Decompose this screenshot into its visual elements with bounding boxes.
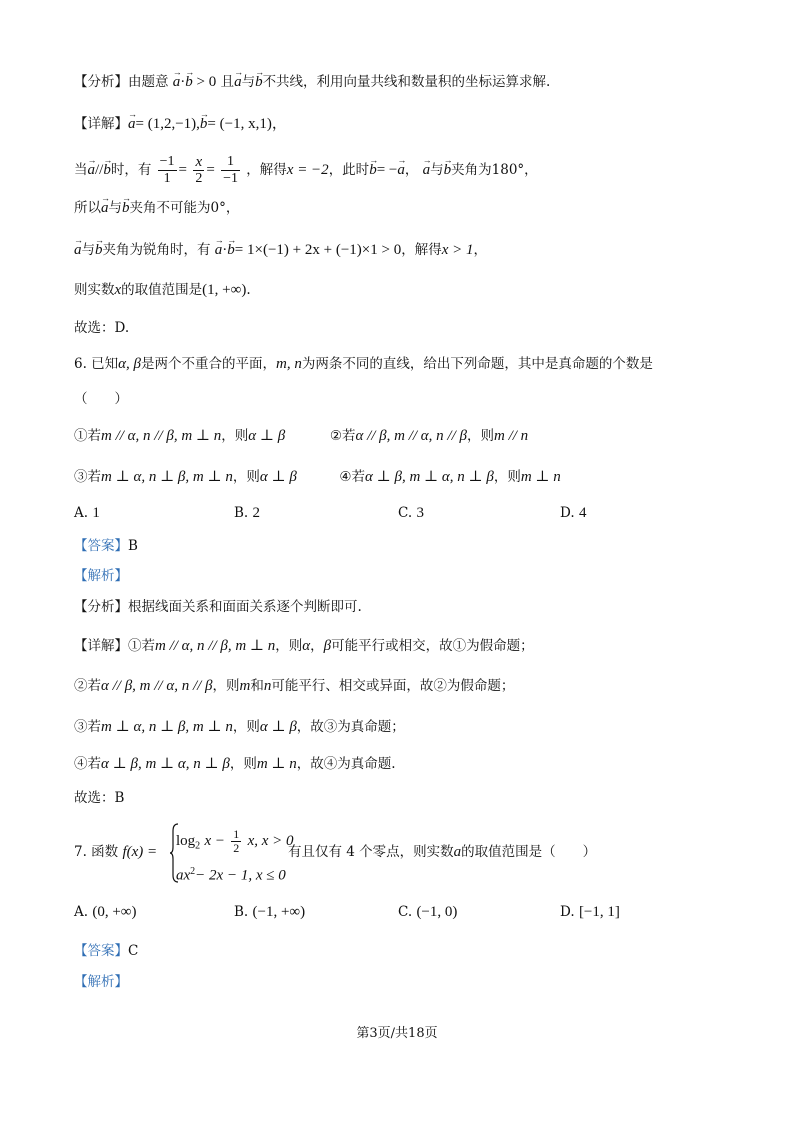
q6-detail-3: ③若m ⊥ α, n ⊥ β, m ⊥ n，则α ⊥ β，故③为真命题； xyxy=(74,719,405,735)
q6-stem: 6. 已知α, β是两个不重合的平面，m, n为两条不同的直线，给出下列命题，其中是真命题的个数是 xyxy=(74,356,653,372)
fraction: $\frac{-1}{1}$ xyxy=(159,154,175,186)
q6-option-b[interactable]: B. 2 xyxy=(234,505,261,521)
q7-piece-2: $ax^2- 2x - 1$, x ≤ 0 xyxy=(176,866,286,884)
q7-answer: 【答案】C xyxy=(74,943,139,959)
q5-detail-line: 【详解】→ a= (1,2,−1),→ b= (−1, x,1)， xyxy=(74,114,734,134)
q6-detail-1: 【详解】①若m // α, n // β, m ⊥ n，则α，β可能平行或相交，故①为假命题； xyxy=(74,638,534,654)
q6-option-a[interactable]: A. 1 xyxy=(74,505,100,521)
q6-propositions-1-2: ①若m // α, n // β, m ⊥ n，则α ⊥ β ②若α // β, m // α, n // β，则m // n xyxy=(74,428,529,444)
analysis-tag: 【分析】 xyxy=(74,74,128,90)
q7-stem-suffix: 有且仅有 4 个零点，则实数a的取值范围是（ ） xyxy=(288,844,597,860)
q6-choose: 故选：B xyxy=(74,790,125,806)
q7-stem-prefix: 7. 函数 f(x) = xyxy=(74,844,158,860)
page-footer: 第3页/共18页 xyxy=(356,1026,438,1041)
q6-analysis: 【分析】根据线面关系和面面关系逐个判断即可. xyxy=(74,599,362,615)
q5-angle-line: 所以→ a与→ b夹角不可能为0°， xyxy=(74,198,734,218)
vector-a: → a xyxy=(173,72,181,92)
q7-option-a[interactable]: A. (0, +∞) xyxy=(74,904,137,920)
q6-option-c[interactable]: C. 3 xyxy=(398,505,424,521)
q5-range-line: 则实数x的取值范围是(1, +∞). xyxy=(74,282,251,298)
q6-propositions-3-4: ③若m ⊥ α, n ⊥ β, m ⊥ n，则α ⊥ β ④若α ⊥ β, m ⊥ α, n ⊥ β，则m ⊥ n xyxy=(74,469,561,485)
fraction: $\frac{1}{-1}$ xyxy=(223,154,238,186)
q7-explain-tag: 【解析】 xyxy=(74,974,128,990)
q6-option-d[interactable]: D. 4 xyxy=(560,505,587,521)
q5-parallel-line: 当→ a//→ b时，有 $\frac{-1}{1}$ = $\frac{x}{2}$ = $\frac{1}{-1}$ ，解得x = −2，此时→ b= −→ a， → a与→ b夹角为180°， xyxy=(74,150,734,190)
q6-answer: 【答案】B xyxy=(74,538,138,554)
q7-option-b[interactable]: B. (−1, +∞) xyxy=(234,904,306,920)
q6-detail-4: ④若α ⊥ β, m ⊥ α, n ⊥ β，则m ⊥ n，故④为真命题. xyxy=(74,756,396,772)
q5-choose-line: 故选：D. xyxy=(74,320,130,336)
q5-analysis-line: 【分析】由题意 → a·→ b > 0 且→ a与→ b不共线，利用向量共线和数量积的坐标运算求解. xyxy=(74,72,734,92)
q5-acute-line: → a与→ b夹角为锐角时，有 → a·→ b= 1×(−1) + 2x + (−1)×1 > 0，解得x > 1， xyxy=(74,240,734,260)
q6-explain-tag: 【解析】 xyxy=(74,568,128,584)
q6-detail-2: ②若α // β, m // α, n // β，则m和n可能平行、相交或异面，故②为假命题； xyxy=(74,678,515,694)
q6-stem-paren: （ ） xyxy=(74,391,128,407)
q7-option-c[interactable]: C. (−1, 0) xyxy=(398,904,458,920)
q7-option-d[interactable]: D. [−1, 1] xyxy=(560,904,620,920)
fraction: $\frac{x}{2}$ xyxy=(195,154,203,186)
vector-b: → b xyxy=(185,72,193,92)
q7-piece-1: $\log_2 x$ − $\frac{1}{2}$ x, x > 0 xyxy=(176,827,294,855)
